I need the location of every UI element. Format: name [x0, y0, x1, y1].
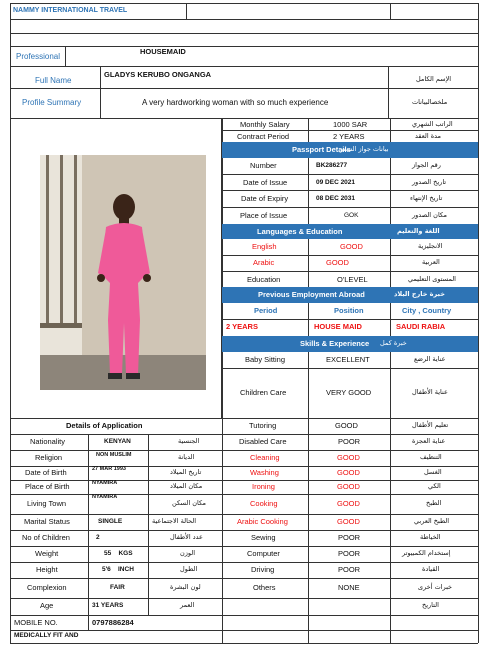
computer-ar: إستخدام الكمبيوتر — [402, 549, 451, 557]
height-value: 5'6 INCH — [102, 566, 134, 573]
issue-value: 09 DEC 2021 — [316, 179, 356, 186]
children-ar: عدد الأطفال — [170, 533, 203, 541]
age-value: 31 YEARS — [92, 602, 124, 609]
baby-sitting-label: Baby Sitting — [245, 355, 286, 364]
pob-ar: مكان الميلاد — [170, 482, 203, 490]
expiry-ar: تاريخ الإنتهاء — [410, 194, 443, 202]
sewing-ar: الخياطة — [420, 533, 441, 541]
employment-location-header: City , Country — [402, 306, 452, 315]
children-value: 2 — [96, 534, 100, 541]
marital-ar: الحالة الاجتماعية — [152, 517, 197, 525]
disabled-care-value: POOR — [338, 437, 361, 446]
computer-value: POOR — [338, 549, 361, 558]
cleaning-value: GOOD — [337, 453, 360, 462]
tutoring-ar: تعليم الأطفال — [412, 421, 449, 429]
candidate-photo — [40, 155, 206, 390]
summary-label: Profile Summary — [22, 98, 82, 107]
english-value: GOOD — [340, 242, 363, 251]
dob-label: Date of Birth — [25, 468, 67, 477]
sewing-value: POOR — [338, 533, 361, 542]
education-value: O'LEVEL — [337, 275, 368, 284]
summary-value: A very hardworking woman with so much experience — [142, 98, 329, 107]
cooking-value: GOOD — [337, 499, 360, 508]
employment-title-ar: خبرة خارج البلاد — [394, 290, 445, 298]
others-ar: خبرات أخرى — [418, 583, 453, 591]
employment-position-header: Position — [334, 306, 364, 315]
passport-title-ar: بيانات جواز السفر — [340, 145, 389, 153]
position-value: HOUSEMAID — [140, 47, 186, 56]
arabic-cooking-label: Arabic Cooking — [237, 517, 288, 526]
agency-name: NAMMY INTERNATIONAL TRAVEL — [13, 7, 128, 14]
medical-status: MEDICALLY FIT AND — [14, 632, 79, 639]
religion-ar: الديانة — [178, 453, 195, 461]
tutoring-value: GOOD — [335, 421, 358, 430]
pob-value: NYAMIRA — [92, 480, 118, 486]
ironing-label: Ironing — [252, 482, 275, 491]
skills-title: Skills & Experience — [300, 339, 370, 348]
age-ar: العمر — [180, 601, 195, 609]
passport-number-value: BK286277 — [316, 162, 348, 169]
employment-title: Previous Employment Abroad — [258, 290, 365, 299]
languages-title: Languages & Education — [257, 227, 343, 236]
washing-label: Washing — [250, 468, 279, 477]
age-label: Age — [40, 601, 54, 610]
place-issue-label: Place of Issue — [240, 211, 288, 220]
professional-label: Professional — [16, 52, 61, 61]
languages-title-ar: اللغة والتعليم — [397, 227, 440, 235]
period-label: Contract Period — [237, 132, 290, 141]
marital-value: SINGLE — [98, 518, 123, 525]
living-town-ar: مكان السكن — [172, 499, 207, 507]
cooking-ar: الطبخ — [426, 499, 442, 507]
issue-label: Date of Issue — [243, 178, 288, 187]
complexion-label: Complexion — [27, 583, 67, 592]
children-care-ar: عناية الأطفال — [412, 388, 448, 396]
passport-number-label: Number — [250, 161, 277, 170]
nationality-label: Nationality — [30, 437, 66, 446]
weight-ar: الوزن — [180, 549, 196, 557]
children-care-label: Children Care — [240, 388, 287, 397]
dob-value: 27 MAR 1993 — [92, 466, 126, 472]
nationality-ar: الجنسية — [178, 437, 200, 445]
english-ar: الانجليزية — [418, 242, 443, 250]
cleaning-ar: التنظيف — [420, 453, 442, 461]
religion-label: Religion — [35, 453, 63, 462]
others-label: Others — [253, 583, 276, 592]
driving-label: Driving — [251, 565, 275, 574]
children-label: No of Children — [22, 533, 70, 542]
employment-location-value: SAUDI RABIA — [396, 322, 446, 331]
others-value: NONE — [338, 583, 360, 592]
pob-label: Place of Birth — [25, 482, 70, 491]
baby-sitting-value: EXCELLENT — [326, 355, 370, 364]
passport-number-ar: رقم الجواز — [412, 161, 441, 169]
place-issue-value: GOK — [344, 212, 359, 219]
salary-label: Monthly Salary — [240, 120, 290, 129]
expiry-label: Date of Expiry — [241, 194, 289, 203]
washing-value: GOOD — [337, 468, 360, 477]
tutoring-label: Tutoring — [249, 421, 277, 430]
ironing-ar: الكي — [428, 482, 441, 490]
religion-value: NON MUSLIM — [96, 452, 132, 458]
full-name-label: Full Name — [35, 76, 72, 85]
cooking-label: Cooking — [250, 499, 278, 508]
computer-label: Computer — [247, 549, 280, 558]
cleaning-label: Cleaning — [250, 453, 280, 462]
passport-title: Passport Details — [292, 145, 351, 154]
employment-period-value: 2 YEARS — [226, 322, 258, 331]
arabic-cooking-value: GOOD — [337, 517, 360, 526]
period-ar: مدة العقد — [415, 132, 441, 140]
nationality-value: KENYAN — [104, 438, 131, 445]
application-title: Details of Application — [66, 421, 143, 430]
full-name-value: GLADYS KERUBO ONGANGA — [104, 70, 212, 79]
baby-sitting-ar: عناية الرضع — [414, 355, 446, 363]
disabled-care-ar: عناية العجزة — [412, 437, 446, 445]
sewing-label: Sewing — [251, 533, 276, 542]
education-ar: المستوى التعليمي — [408, 275, 456, 283]
place-issue-ar: مكان الصدور — [412, 211, 448, 219]
salary-ar: الراتب الشهري — [412, 120, 453, 128]
summary-ar: ملخصالبيانات — [412, 98, 448, 106]
driving-ar: القيادة — [422, 565, 440, 573]
salary-value: 1000 SAR — [333, 120, 368, 129]
disabled-care-label: Disabled Care — [239, 437, 287, 446]
issue-ar: تاريخ الصدور — [412, 178, 447, 186]
english-label: English — [252, 242, 277, 251]
dob-ar: تاريخ الميلاد — [170, 468, 202, 476]
education-label: Education — [247, 275, 281, 284]
employment-position-value: HOUSE MAID — [314, 322, 362, 331]
history-ar: التاريخ — [422, 601, 439, 609]
mobile-value: 0797886284 — [92, 618, 134, 627]
height-label: Height — [36, 565, 58, 574]
skills-title-ar: خبرة كمل — [380, 339, 407, 347]
marital-label: Marital Status — [24, 517, 70, 526]
weight-label: Weight — [35, 549, 59, 558]
full-name-ar: الإسم الكامل — [416, 75, 452, 83]
washing-ar: الغسل — [424, 468, 442, 476]
mobile-label: MOBILE NO. — [14, 618, 58, 627]
period-value: 2 YEARS — [333, 132, 365, 141]
driving-value: POOR — [338, 565, 361, 574]
children-care-value: VERY GOOD — [326, 388, 372, 397]
expiry-value: 08 DEC 2031 — [316, 195, 356, 202]
ironing-value: GOOD — [337, 482, 360, 491]
arabic-label: Arabic — [253, 258, 275, 267]
weight-value: 55 KGS — [104, 550, 133, 557]
complexion-ar: لون البشرة — [170, 583, 201, 591]
employment-period-header: Period — [254, 306, 278, 315]
living-town-label: Living Town — [27, 499, 67, 508]
height-ar: الطول — [180, 565, 198, 573]
arabic-ar: العربية — [422, 258, 440, 266]
arabic-value: GOOD — [326, 258, 349, 267]
living-town-value: NYAMIRA — [92, 494, 118, 500]
arabic-cooking-ar: الطبخ العربي — [414, 517, 450, 525]
complexion-value: FAIR — [110, 584, 125, 591]
